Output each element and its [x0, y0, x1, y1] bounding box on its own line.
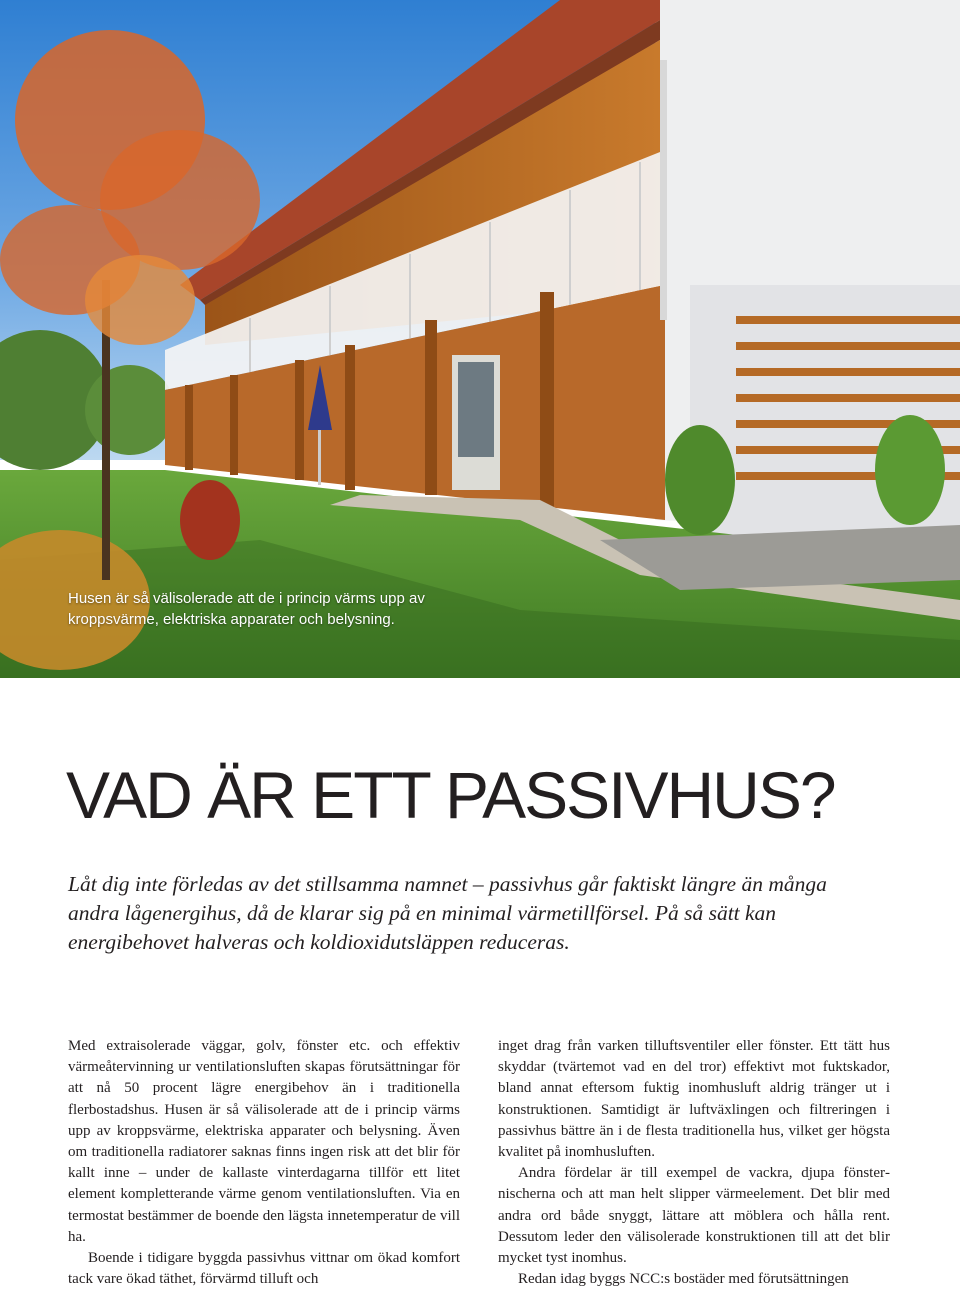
body-paragraph: Med extraisolerade väggar, golv, fönster etc. och effektiv värmeåtervinning ur ventilationsluften skapas förutsättningar för att nå 50 procent lägre energibehov än i traditionella flerbostadshus. Husen är så välisolerade att de i princip värms upp av kroppsvärme, elektriska apparater och belysning. Även om traditionella radiatorer saknas finns ingen risk att det blir för kallt inne – under de kallaste vinterdagarna tillför ett litet element kompletterande värme genom ventilationsluften. Via en termostat bestämmer de boende den lägsta innetemperatur de vill ha.: [68, 1038, 460, 1245]
body-column-left: [68, 1036, 460, 1290]
body-paragraph: inget drag från varken tilluftsventiler eller fönster. Ett tätt hus skyddar (tvärtemot vad en del tror) effektivt mot fuktskador, bland annat eftersom fuktig inomhusluft aldrig tränger ut i konstruktionen. Samtidigt är luftväxlingen och filtreringen i passivhus bättre än i de flesta traditionella hus, vilket ger högsta kvalitet på inomhusluften.: [498, 1038, 890, 1161]
photo-caption: Husen är så välisolerade att de i princip värms upp av kroppsvärme, elektriska apparater och belysning.: [68, 590, 425, 628]
article-headline: VAD ÄR ETT PASSIVHUS?: [66, 758, 835, 832]
body-paragraph: Andra fördelar är till exempel de vackra, djupa fönsternischerna och att man helt slipper värmeelement. Det blir med andra ord både snyggt, lättare att möblera och hålla rent. Dessutom leder den välisolerade konstruktionen till att det blir mycket tyst inomhus.: [498, 1165, 890, 1267]
body-paragraph: Redan idag byggs NCC:s bostäder med förutsättningen: [518, 1271, 849, 1288]
drainpipe: [660, 60, 667, 320]
body-column-right: [498, 1036, 890, 1290]
body-paragraph: Boende i tidigare byggda passivhus vittnar om ökad komfort tack vare ökad täthet, förvärmd tilluft och: [68, 1250, 460, 1288]
article-lead: Låt dig inte förledas av det stillsamma namnet – passivhus går faktiskt längre än många andra lågenergihus, då de klarar sig på en minimal värmetillförsel. På så sätt kan energibehovet halveras och koldioxidutsläppen reduceras.: [68, 872, 827, 954]
